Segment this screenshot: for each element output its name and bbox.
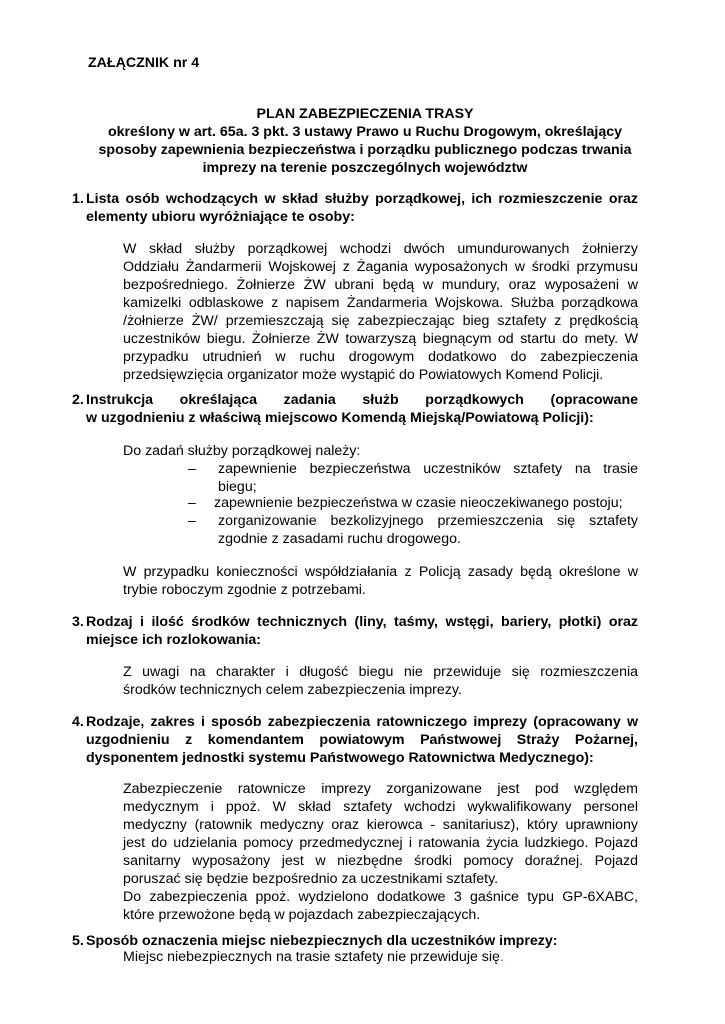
annex-label: ZAŁĄCZNIK nr 4	[88, 55, 200, 71]
section-number: 1.	[72, 191, 84, 207]
body-line: /żołnierze ŻW/ przemieszczają się zabezpieczając bieg sztafety z prędkością	[123, 313, 638, 329]
body-line: które przewożone będą w pojazdach zabezpieczających.	[123, 907, 481, 923]
body-line: uczestników biegu. Żołnierze ŻW towarzyszą biegnącym od startu do mety. W	[123, 331, 638, 347]
section-1-heading	[72, 190, 638, 226]
heading-line: uzgodnieniu z komendantem powiatowym Państwowej Straży Pożarnej,	[86, 732, 638, 748]
body-line: poruszać się będzie bezpośrednio za uczestnikami sztafety.	[123, 871, 499, 887]
body-line: bezpośredniego. Żołnierze ŻW ubrani będą w mundury, oraz wyposażeni w	[123, 277, 638, 293]
section-5-body	[123, 948, 638, 966]
body-line: trybie roboczym zgodnie z potrzebami.	[123, 582, 366, 598]
title-line: sposoby zapewnienia bezpieczeństwa i porządku publicznego podczas trwania	[98, 142, 632, 158]
title-line: określony w art. 65a. 3 pkt. 3 ustawy Prawo u Ruchu Drogowym, określający	[107, 124, 623, 140]
dash-marker: –	[188, 513, 196, 529]
heading-line: Sposób oznaczenia miejsc niebezpiecznych dla uczestników imprezy:	[86, 933, 558, 949]
section-4-heading	[72, 713, 638, 767]
body-line: medycznym i ppoż. W skład sztafety wchodzi wykwalifikowany personel	[123, 799, 638, 815]
body-line: jest do udzielania pomocy przedmedycznej i ratowania życia ludzkiego. Pojazd	[123, 835, 638, 851]
heading-line: dysponentem jednostki systemu Państwowego Ratownictwa Medycznego):	[86, 750, 594, 766]
body-line: kamizelki odblaskowe z napisem Żandarmeria Wojskowa. Służba porządkowa	[123, 295, 638, 311]
section-number: 3.	[72, 614, 84, 630]
section-3-body	[123, 663, 638, 699]
document-title	[70, 105, 660, 177]
body-text: Miejsc niebezpiecznych na trasie sztafety nie przewiduje się	[123, 949, 500, 965]
section-2-outro	[123, 563, 638, 599]
body-line: przedsięwzięcia organizator może wystąpić do Powiatowych Komend Policji.	[123, 367, 604, 383]
end-dot: .	[499, 949, 504, 965]
body-line: przypadku utrudnień w ruchu drogowym dodatkowo do zabezpieczenia	[123, 349, 638, 365]
section-4-body	[123, 780, 638, 924]
section-1-body	[123, 240, 638, 384]
body-line: W skład służby porządkowej wchodzi dwóch umundurowanych żołnierzy	[123, 241, 638, 257]
section-2-intro	[123, 442, 638, 460]
body-line: Do zadań służby porządkowej należy:	[123, 443, 361, 459]
body-line: sanitarny wyposażony jest w niezbędne środki pomocy doraźnej. Pojazd	[123, 853, 638, 869]
section-number: 5.	[72, 933, 84, 949]
body-line: Oddziału Żandarmerii Wojskowej z Żagania wyposażonych w środki przymusu	[123, 259, 638, 275]
body-line: medyczny (ratownik medyczny oraz kierowca - sanitariusz), który uprawniony	[123, 817, 638, 833]
section-number: 4.	[72, 714, 84, 730]
bullet-line: zorganizowanie bezkolizyjnego przemieszczenia się sztafety	[218, 513, 638, 529]
title-line: PLAN ZABEZPIECZENIA TRASY	[256, 106, 474, 122]
bullet-line: zapewnienie bezpieczeństwa w czasie nieoczekiwanego postoju;	[214, 495, 623, 511]
heading-line: Rodzaj i ilość środków technicznych (liny, taśmy, wstęgi, bariery, płotki) oraz	[86, 614, 638, 630]
body-line: środków technicznych celem zabezpieczenia imprezy.	[123, 682, 462, 698]
section-number: 2.	[72, 392, 84, 408]
heading-line: Instrukcja określająca zadania służb porządkowych (opracowane	[86, 392, 638, 408]
section-2-heading	[72, 391, 638, 427]
dash-marker: –	[188, 461, 196, 477]
body-line: Z uwagi na charakter i długość biegu nie przewiduje się rozmieszczenia	[123, 664, 638, 680]
bullet-line: biegu;	[218, 479, 257, 495]
bullet-line: zapewnienie bezpieczeństwa uczestników sztafety na trasie	[218, 461, 638, 477]
heading-line: miejsce ich rozlokowania:	[86, 632, 262, 648]
body-line: W przypadku konieczności współdziałania z Policją zasady będą określone w	[123, 564, 638, 580]
body-line: Zabezpieczenie ratownicze imprezy zorganizowane jest pod względem	[123, 781, 638, 797]
body-line	[123, 948, 638, 966]
heading-line: Lista osób wchodzących w skład służby porządkowej, ich rozmieszczenie oraz	[86, 191, 638, 207]
heading-line: w uzgodnieniu z właściwą miejscowo Komendą Miejską/Powiatową Policji):	[86, 410, 594, 426]
bullet-line: zgodnie z zasadami ruchu drogowego.	[218, 531, 461, 547]
heading-line: elementy ubioru wyróżniające te osoby:	[86, 209, 355, 225]
body-line: Do zabezpieczenia ppoż. wydzielono dodatkowe 3 gaśnice typu GP-6XABC,	[123, 889, 638, 905]
heading-line: Rodzaje, zakres i sposób zabezpieczenia ratowniczego imprezy (opracowany w	[86, 714, 638, 730]
section-3-heading	[72, 613, 638, 649]
dash-marker: –	[188, 495, 196, 511]
title-line: imprezy na terenie poszczególnych województw	[202, 160, 528, 176]
